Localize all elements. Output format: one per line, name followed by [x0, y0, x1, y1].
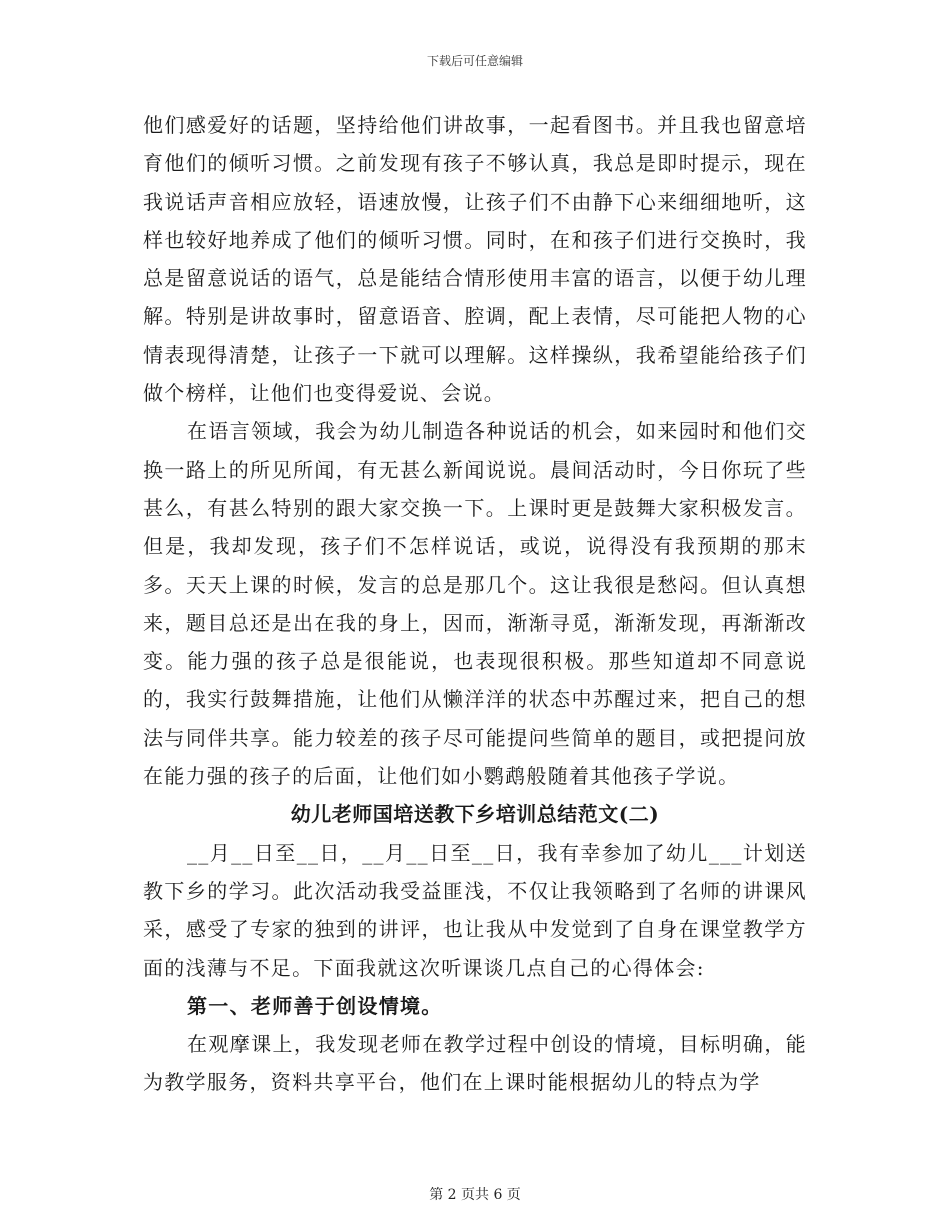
header-note: 下载后可任意编辑 — [426, 54, 523, 68]
paragraph-3: __月__日至__日，__月__日至__日，我有幸参加了幼儿___计划送教下乡的学习。此次活动我受益匪浅，不仅让我领略到了名师的讲课风采，感受了专家的独到的讲评，也让我从中发觉到了自身在课堂教学方面的浅薄与不足。下面我就这次听课谈几点自己的心得体会: — [143, 840, 807, 980]
paragraph-4: 在观摩课上，我发现老师在教学过程中创设的情境，目标明确，能为教学服务，资料共享平台，他们在上课时能根据幼儿的特点为学 — [143, 1032, 807, 1095]
section-title: 幼儿老师国培送教下乡培训总结范文(二) — [290, 802, 660, 827]
paragraph-1: 他们感爱好的话题，坚持给他们讲故事，一起看图书。并且我也留意培育他们的倾听习惯。之前发现有孩子不够认真，我总是即时提示，现在我说话声音相应放轻，语速放慢，让孩子们不由静下心来细细地听，这样也较好地养成了他们的倾听习惯。同时，在和孩子们进行交换时，我总是留意说话的语气，总是能结合情形使用丰富的语言，以便于幼儿理解。特别是讲故事时，留意语音、腔调，配上表情，尽可能把人物的心情表现得清楚，让孩子一下就可以理解。这样操纵，我希望能给孩子们做个榜样，让他们也变得爱说、会说。 — [143, 113, 807, 406]
page-number: 第 2 页共 6 页 — [429, 1187, 521, 1203]
document-body — [143, 106, 807, 1102]
heading-first-point: 第一、老师善于创设情境。 — [187, 993, 443, 1018]
paragraph-2: 在语言领域，我会为幼儿制造各种说话的机会，如来园时和他们交换一路上的所见所闻，有无甚么新闻说说。晨间活动时，今日你玩了些甚么，有甚么特别的跟大家交换一下。上课时更是鼓舞大家积极发言。但是，我却发现，孩子们不怎样说话，或说，说得没有我预期的那末多。天天上课的时候，发言的总是那几个。这让我很是愁闷。但认真想来，题目总还是出在我的身上，因而，渐渐寻觅，渐渐发现，再渐渐改变。能力强的孩子总是很能说，也表现很积极。那些知道却不同意说的，我实行鼓舞措施，让他们从懒洋洋的状态中苏醒过来，把自己的想法与同伴共享。能力较差的孩子尽可能提问些简单的题目，或把提问放在能力强的孩子的后面，让他们如小鹦鹉般随着其他孩子学说。 — [143, 419, 807, 789]
